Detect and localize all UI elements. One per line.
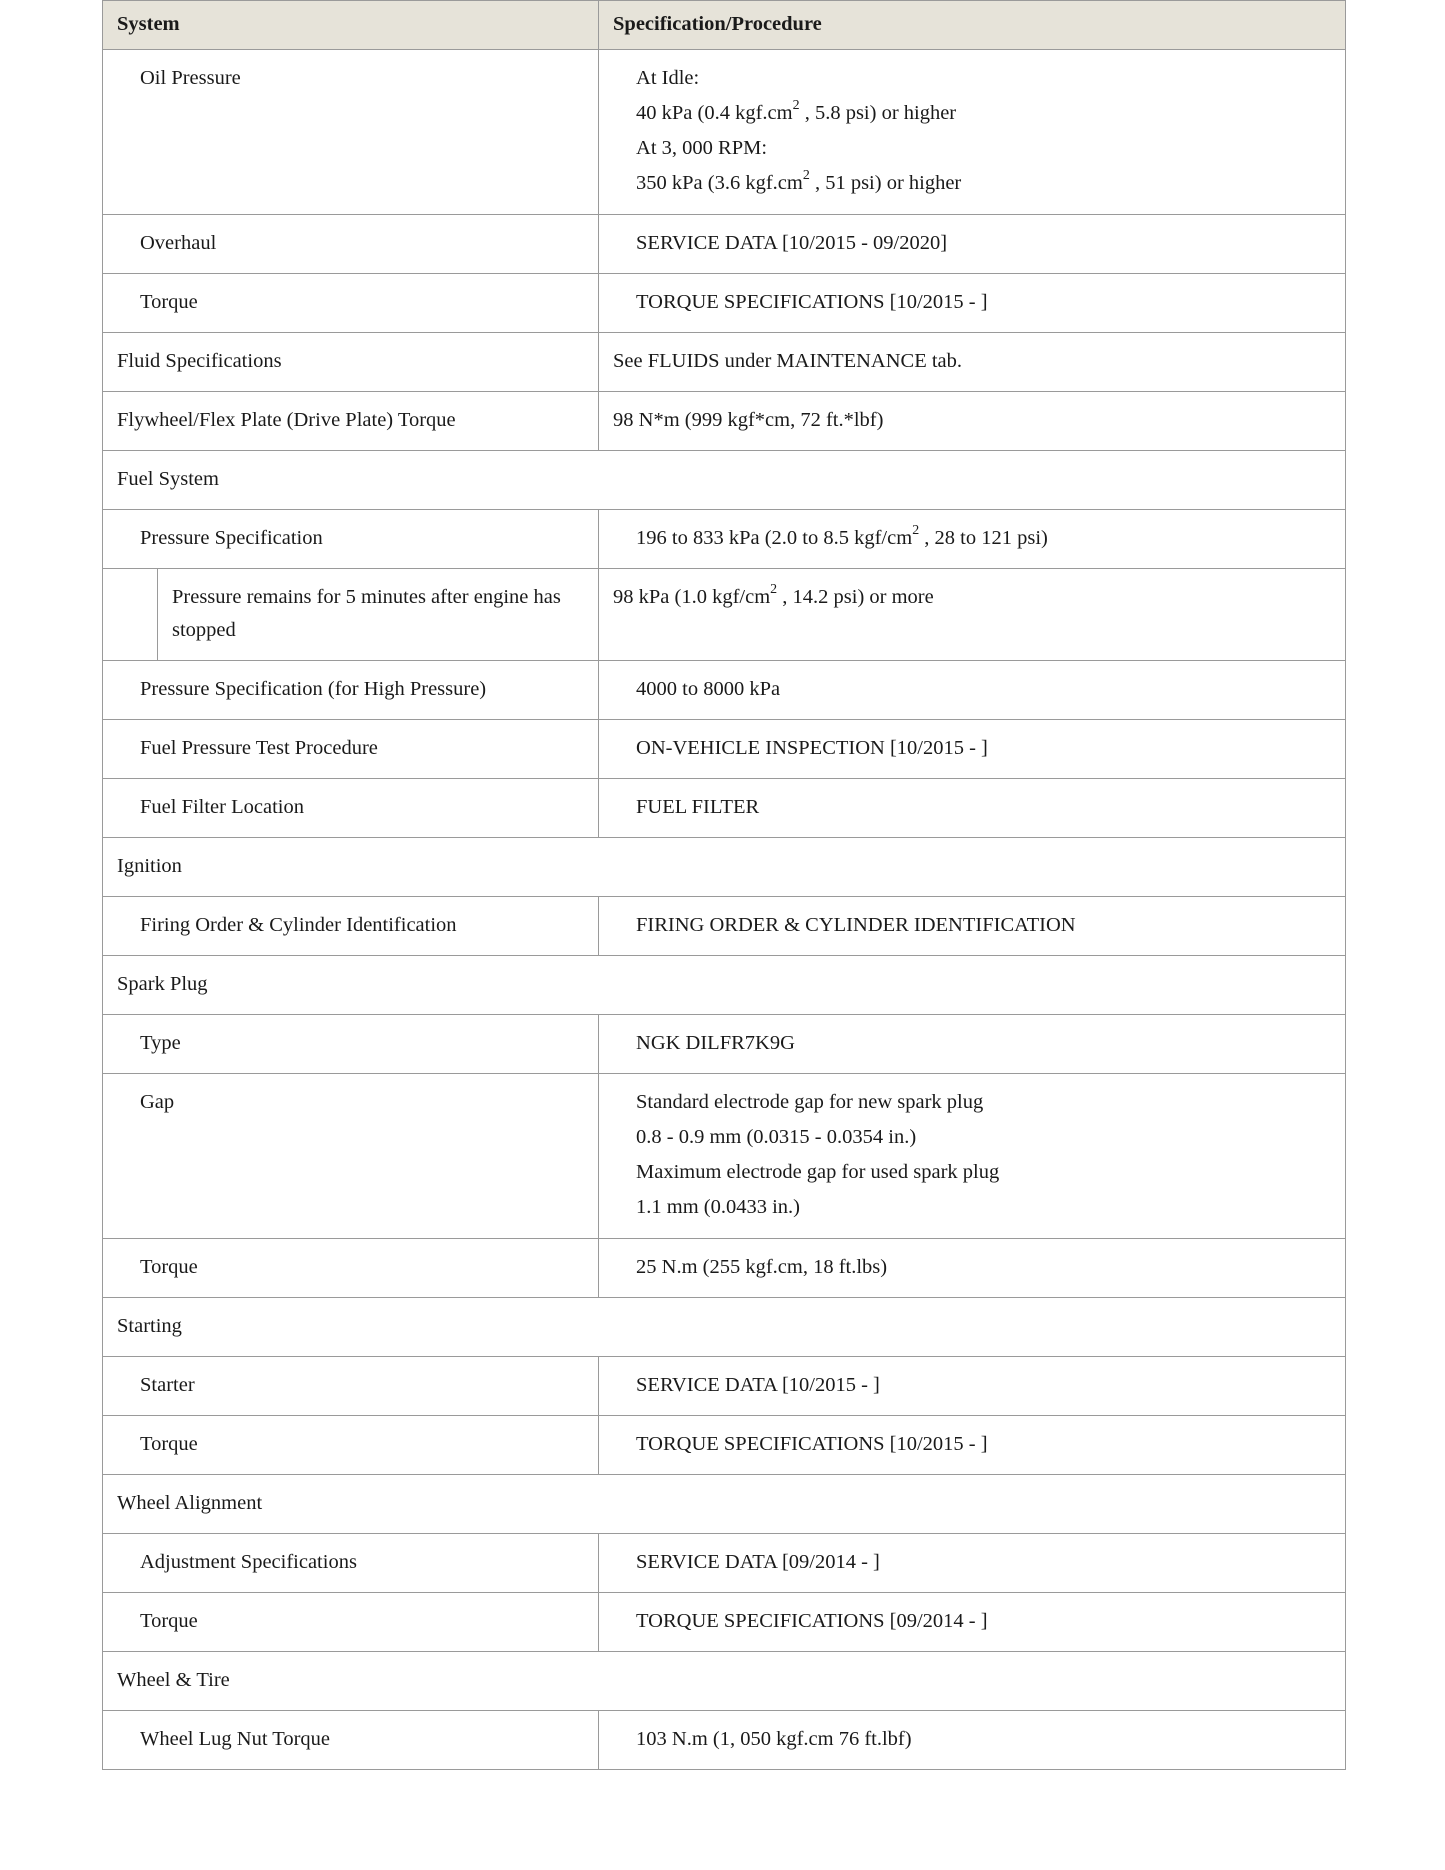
section-wheel-tire: Wheel & Tire bbox=[103, 1652, 1346, 1711]
section-starting: Starting bbox=[103, 1298, 1346, 1357]
section-row bbox=[103, 1652, 1346, 1711]
section-row bbox=[103, 451, 1346, 510]
row-label-starter: Starter bbox=[103, 1357, 599, 1416]
table-row bbox=[103, 1534, 1346, 1593]
row-value-lug-nut: 103 N.m (1, 050 kgf.cm 76 ft.lbf) bbox=[599, 1711, 1346, 1770]
row-value-engine-torque[interactable]: TORQUE SPECIFICATIONS [10/2015 - ] bbox=[599, 274, 1346, 333]
row-label-high-pressure: Pressure Specification (for High Pressure) bbox=[103, 661, 599, 720]
value-line: 1.1 mm (0.0433 in.) bbox=[636, 1196, 801, 1218]
table-header-row bbox=[103, 1, 1346, 50]
value-line: Standard electrode gap for new spark plug bbox=[636, 1091, 984, 1113]
table-row bbox=[103, 1074, 1346, 1239]
section-fuel-system: Fuel System bbox=[103, 451, 1346, 510]
row-label-engine-torque: Torque bbox=[103, 274, 599, 333]
row-value-starter[interactable]: SERVICE DATA [10/2015 - ] bbox=[599, 1357, 1346, 1416]
section-row bbox=[103, 956, 1346, 1015]
section-row bbox=[103, 1475, 1346, 1534]
table-row bbox=[103, 569, 1346, 661]
row-value-plug-gap bbox=[599, 1074, 1346, 1239]
row-value-plug-type: NGK DILFR7K9G bbox=[599, 1015, 1346, 1074]
row-value-firing-order[interactable]: FIRING ORDER & CYLINDER IDENTIFICATION bbox=[599, 897, 1346, 956]
row-label-pressure-remains: Pressure remains for 5 minutes after engine has stopped bbox=[158, 569, 599, 661]
table-row bbox=[103, 274, 1346, 333]
section-row bbox=[103, 838, 1346, 897]
row-label-fuel-filter: Fuel Filter Location bbox=[103, 779, 599, 838]
row-label-plug-torque: Torque bbox=[103, 1239, 599, 1298]
section-row bbox=[103, 1298, 1346, 1357]
value-line: Maximum electrode gap for used spark plug bbox=[636, 1161, 1000, 1183]
row-value-pressure-remains: 98 kPa (1.0 kgf/$cm^2$ , 14.2 psi) or more bbox=[599, 569, 1346, 661]
row-label-oil-pressure: Oil Pressure bbox=[103, 50, 599, 215]
table-row bbox=[103, 215, 1346, 274]
row-value-fluid-specs: See FLUIDS under MAINTENANCE tab. bbox=[599, 333, 1346, 392]
value-line: 350 kPa (3.6 $kgf.cm^2$ , 51 psi) or higher bbox=[636, 168, 962, 194]
table-row bbox=[103, 720, 1346, 779]
row-value-oil-pressure bbox=[599, 50, 1346, 215]
row-label-adjustment: Adjustment Specifications bbox=[103, 1534, 599, 1593]
table-row bbox=[103, 333, 1346, 392]
row-value-plug-torque: 25 N.m (255 kgf.cm, 18 ft.lbs) bbox=[599, 1239, 1346, 1298]
table-row bbox=[103, 1711, 1346, 1770]
table-row bbox=[103, 1416, 1346, 1475]
row-label-flywheel: Flywheel/Flex Plate (Drive Plate) Torque bbox=[103, 392, 599, 451]
section-ignition: Ignition bbox=[103, 838, 1346, 897]
row-label-fuel-test: Fuel Pressure Test Procedure bbox=[103, 720, 599, 779]
row-label-firing-order: Firing Order & Cylinder Identification bbox=[103, 897, 599, 956]
table-row bbox=[103, 1357, 1346, 1416]
value-line: At 3, 000 RPM: bbox=[636, 137, 768, 159]
header-specification: Specification/Procedure bbox=[599, 1, 1346, 50]
row-label-overhaul: Overhaul bbox=[103, 215, 599, 274]
row-label-fluid-specs: Fluid Specifications bbox=[103, 333, 599, 392]
header-system: System bbox=[103, 1, 599, 50]
row-value-fuel-test[interactable]: ON-VEHICLE INSPECTION [10/2015 - ] bbox=[599, 720, 1346, 779]
row-label-plug-type: Type bbox=[103, 1015, 599, 1074]
section-spark-plug: Spark Plug bbox=[103, 956, 1346, 1015]
indent-spacer bbox=[103, 569, 158, 661]
table-row bbox=[103, 1593, 1346, 1652]
table-row bbox=[103, 50, 1346, 215]
value-line: At Idle: bbox=[636, 67, 700, 89]
section-wheel-alignment: Wheel Alignment bbox=[103, 1475, 1346, 1534]
row-value-fuel-pressure-spec: 196 to 833 kPa (2.0 to 8.5 kgf/$cm^2$ , 28 to 121 psi) bbox=[599, 510, 1346, 569]
row-value-starter-torque[interactable]: TORQUE SPECIFICATIONS [10/2015 - ] bbox=[599, 1416, 1346, 1475]
row-label-starter-torque: Torque bbox=[103, 1416, 599, 1475]
table-row bbox=[103, 779, 1346, 838]
table-row bbox=[103, 1015, 1346, 1074]
row-value-overhaul[interactable]: SERVICE DATA [10/2015 - 09/2020] bbox=[599, 215, 1346, 274]
specification-table bbox=[102, 0, 1346, 1770]
value-line: 0.8 - 0.9 mm (0.0315 - 0.0354 in.) bbox=[636, 1126, 917, 1148]
row-label-fuel-pressure-spec: Pressure Specification bbox=[103, 510, 599, 569]
row-value-high-pressure: 4000 to 8000 kPa bbox=[599, 661, 1346, 720]
row-label-lug-nut: Wheel Lug Nut Torque bbox=[103, 1711, 599, 1770]
row-label-alignment-torque: Torque bbox=[103, 1593, 599, 1652]
row-label-plug-gap: Gap bbox=[103, 1074, 599, 1239]
table-row bbox=[103, 510, 1346, 569]
row-value-alignment-torque[interactable]: TORQUE SPECIFICATIONS [09/2014 - ] bbox=[599, 1593, 1346, 1652]
row-value-adjustment[interactable]: SERVICE DATA [09/2014 - ] bbox=[599, 1534, 1346, 1593]
table-row bbox=[103, 661, 1346, 720]
table-row bbox=[103, 897, 1346, 956]
row-value-flywheel: 98 N*m (999 kgf*cm, 72 ft.*lbf) bbox=[599, 392, 1346, 451]
row-value-fuel-filter[interactable]: FUEL FILTER bbox=[599, 779, 1346, 838]
table-row bbox=[103, 392, 1346, 451]
value-line: 40 kPa (0.4 $kgf.cm^2$ , 5.8 psi) or higher bbox=[636, 98, 957, 124]
table-row bbox=[103, 1239, 1346, 1298]
